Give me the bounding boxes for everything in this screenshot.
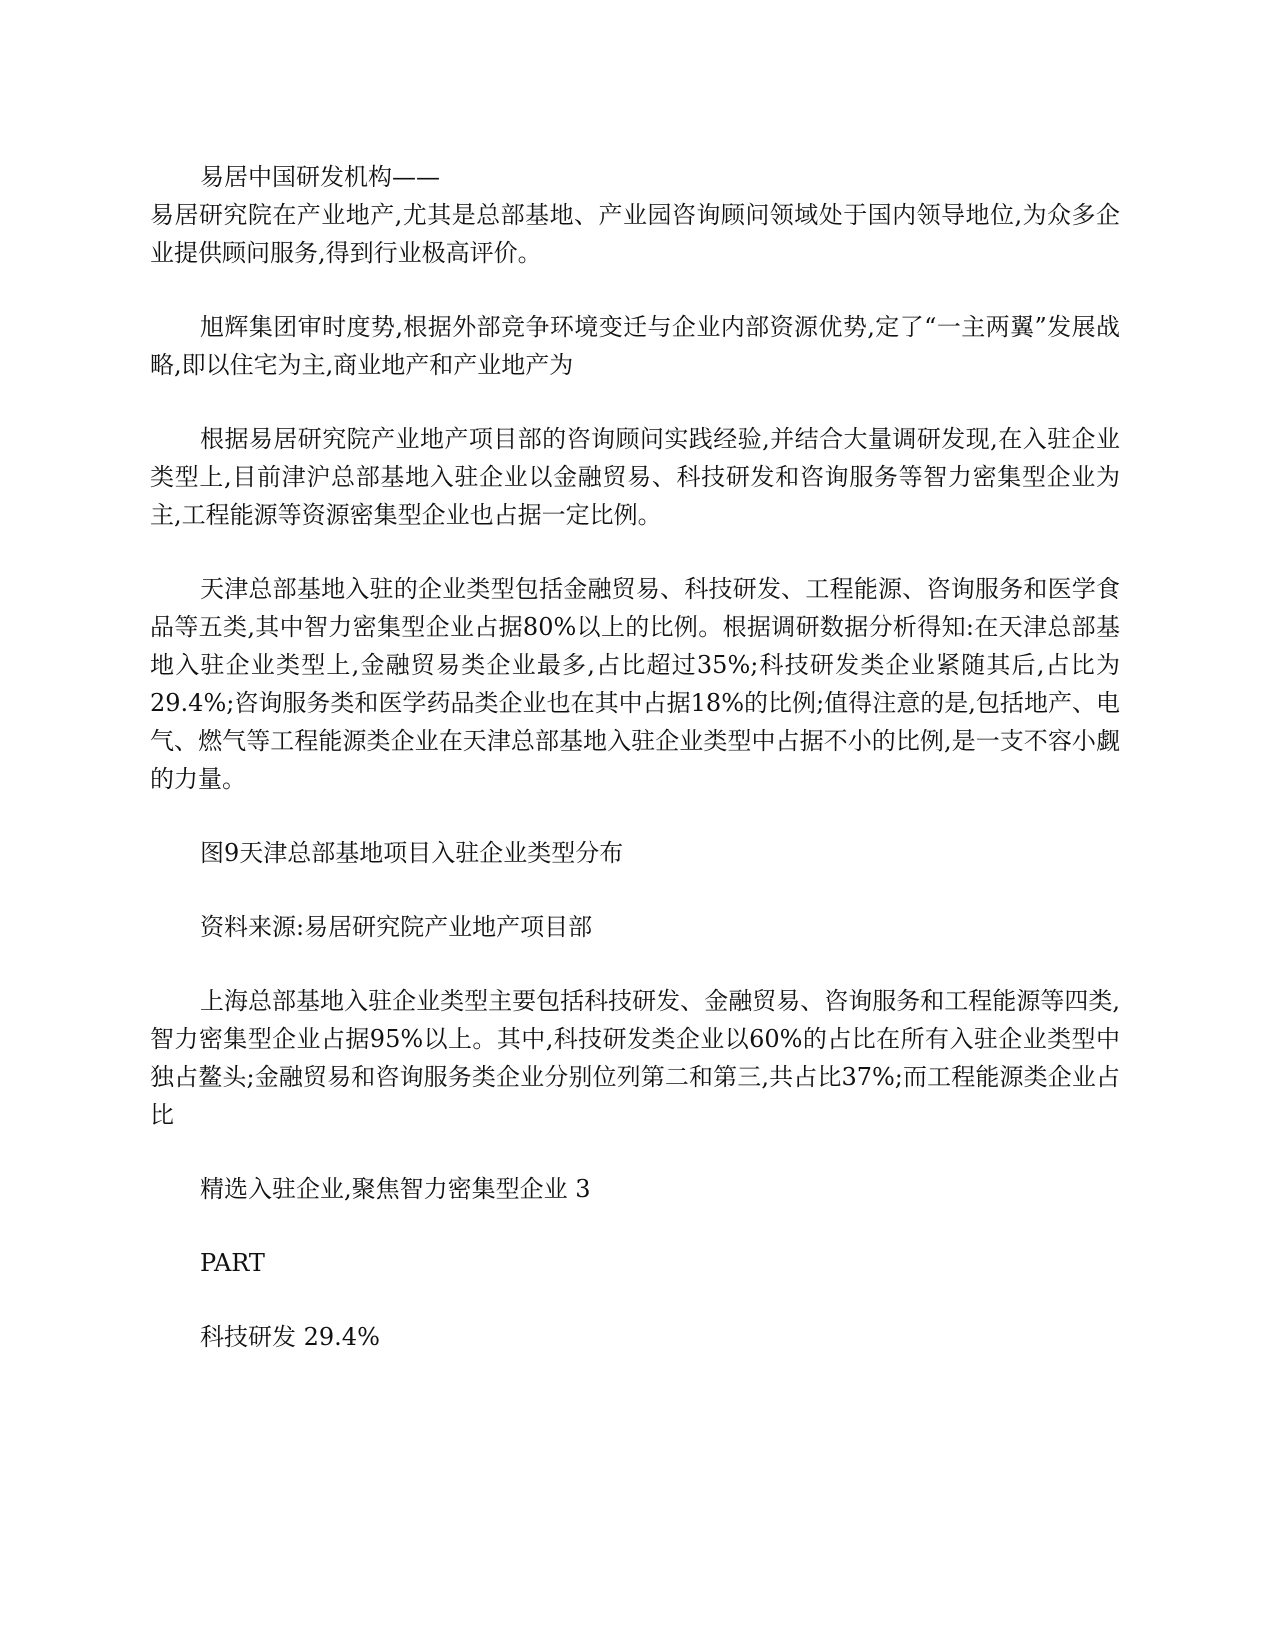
stat-label: 科技研发 29.4% — [200, 1323, 380, 1351]
part-label: PART — [200, 1249, 265, 1277]
document-page — [150, 158, 1120, 1392]
paragraph-enterprise-types: 根据易居研究院产业地产项目部的咨询顾问实践经验,并结合大量调研发现,在入驻企业类型上,目前津沪总部基地入驻企业以金融贸易、科技研发和咨询服务等智力密集型企业为主,工程能源等资源密集型企业也占据一定比例。 — [150, 425, 1120, 529]
paragraph-cifi-strategy: 旭辉集团审时度势,根据外部竞争环境变迁与企业内部资源优势,定了“一主两翼”发展战略,即以住宅为主,商业地产和产业地产为 — [150, 313, 1120, 379]
paragraph-tianjin-analysis: 天津总部基地入驻的企业类型包括金融贸易、科技研发、工程能源、咨询服务和医学食品等五类,其中智力密集型企业占据80%以上的比例。根据调研数据分析得知:在天津总部基地入驻企业类型上,金融贸易类企业最多,占比超过35%;科技研发类企业紧随其后,占比为29.4%;咨询服务类和医学药品类企业也在其中占据18%的比例;值得注意的是,包括地产、电气、燃气等工程能源类企业在天津总部基地入驻企业类型中占据不小的比例,是一支不容小觑的力量。 — [150, 575, 1120, 793]
figure-caption: 图9天津总部基地项目入驻企业类型分布 — [200, 839, 624, 867]
heading-research-institute: 易居中国研发机构—— — [200, 163, 440, 191]
section-heading: 精选入驻企业,聚焦智力密集型企业 3 — [200, 1175, 591, 1203]
paragraph-institute-intro: 易居研究院在产业地产,尤其是总部基地、产业园咨询顾问领域处于国内领导地位,为众多企业提供顾问服务,得到行业极高评价。 — [150, 201, 1120, 267]
source-note: 资料来源:易居研究院产业地产项目部 — [200, 913, 593, 941]
paragraph-shanghai-analysis: 上海总部基地入驻企业类型主要包括科技研发、金融贸易、咨询服务和工程能源等四类,智力密集型企业占据95%以上。其中,科技研发类企业以60%的占比在所有入驻企业类型中独占鳌头;金融贸易和咨询服务类企业分别位列第二和第三,共占比37%;而工程能源类企业占比 — [150, 987, 1120, 1129]
